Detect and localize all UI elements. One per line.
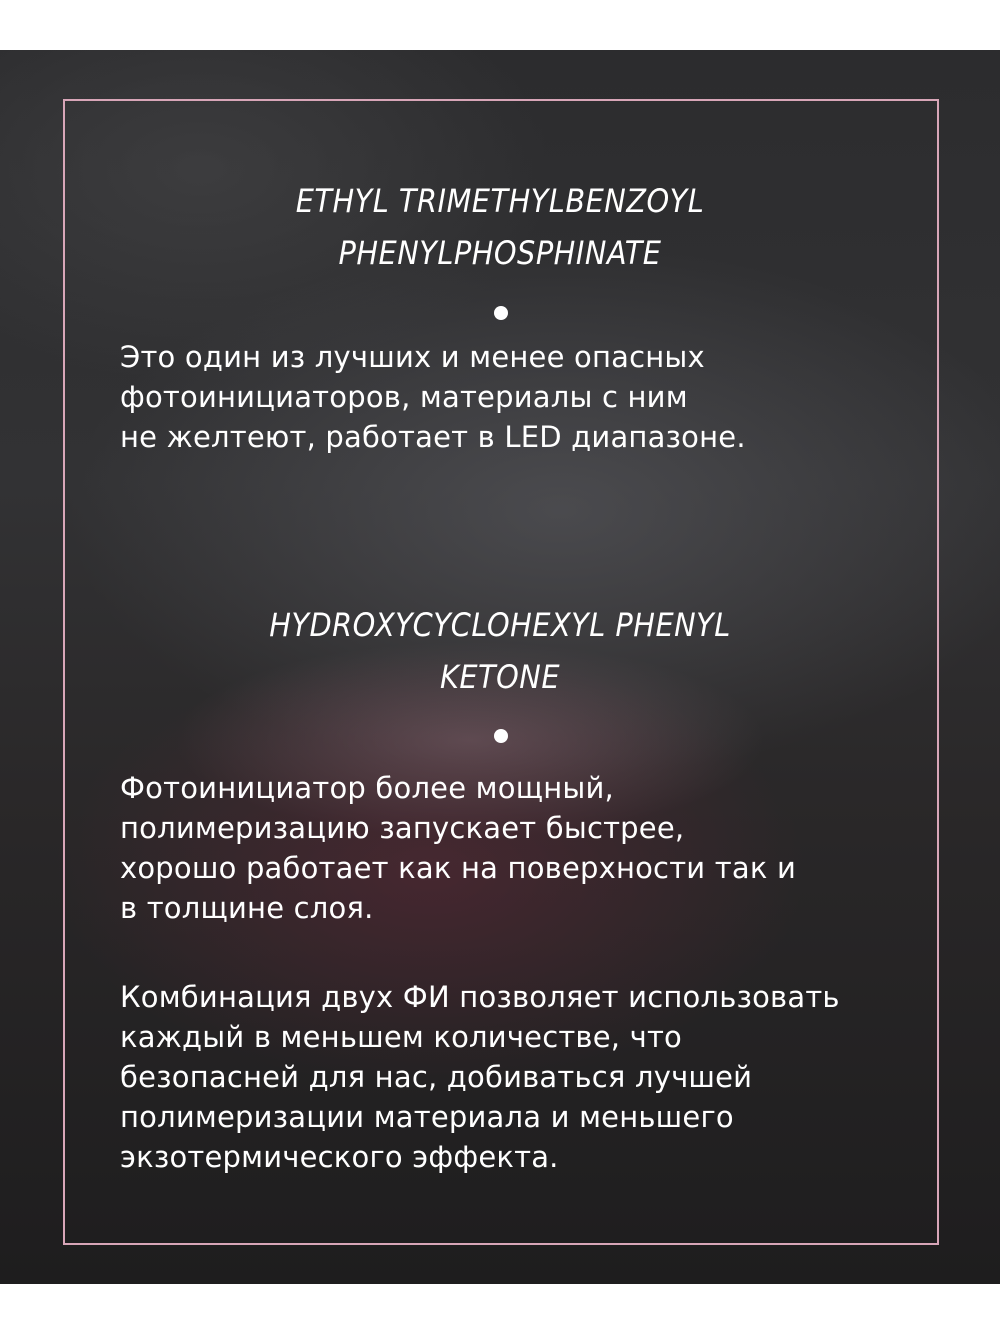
conclusion-line-4: полимеризации материала и меньшего: [120, 1100, 734, 1134]
section-1-heading-line-1: ETHYL TRIMETHYLBENZOYL: [295, 182, 705, 220]
section-1-description: [120, 337, 920, 457]
content-area: [0, 50, 1000, 1284]
conclusion-paragraph: [120, 977, 920, 1177]
section-2-heading: [100, 599, 900, 703]
section-2-bullet-dot: [494, 729, 508, 743]
conclusion-line-3: безопасней для нас, добиваться лучшей: [120, 1060, 753, 1094]
section-2-line-4: в толщине слоя.: [120, 891, 374, 925]
section-2-heading-line-2: KETONE: [439, 658, 560, 696]
section-1-line-2: фотоинициаторов, материалы с ним: [120, 380, 688, 414]
conclusion-line-1: Комбинация двух ФИ позволяет использовать: [120, 980, 840, 1014]
section-2-line-3: хорошо работает как на поверхности так и: [120, 851, 797, 885]
conclusion-line-5: экзотермического эффекта.: [120, 1140, 559, 1174]
conclusion-line-2: каждый в меньшем количестве, что: [120, 1020, 682, 1054]
poster: [0, 50, 1000, 1284]
section-2-line-2: полимеризацию запускает быстрее,: [120, 811, 685, 845]
section-2-line-1: Фотоинициатор более мощный,: [120, 771, 614, 805]
section-1-line-1: Это один из лучших и менее опасных: [120, 340, 705, 374]
section-1-heading-line-2: PHENYLPHOSPHINATE: [338, 234, 662, 272]
section-1-bullet-dot: [494, 306, 508, 320]
section-2-heading-line-1: HYDROXYCYCLOHEXYL PHENYL: [269, 606, 731, 644]
section-1-line-3: не желтеют, работает в LED диапазоне.: [120, 420, 746, 454]
section-2-description: [120, 768, 920, 928]
section-1-heading: [100, 175, 900, 279]
